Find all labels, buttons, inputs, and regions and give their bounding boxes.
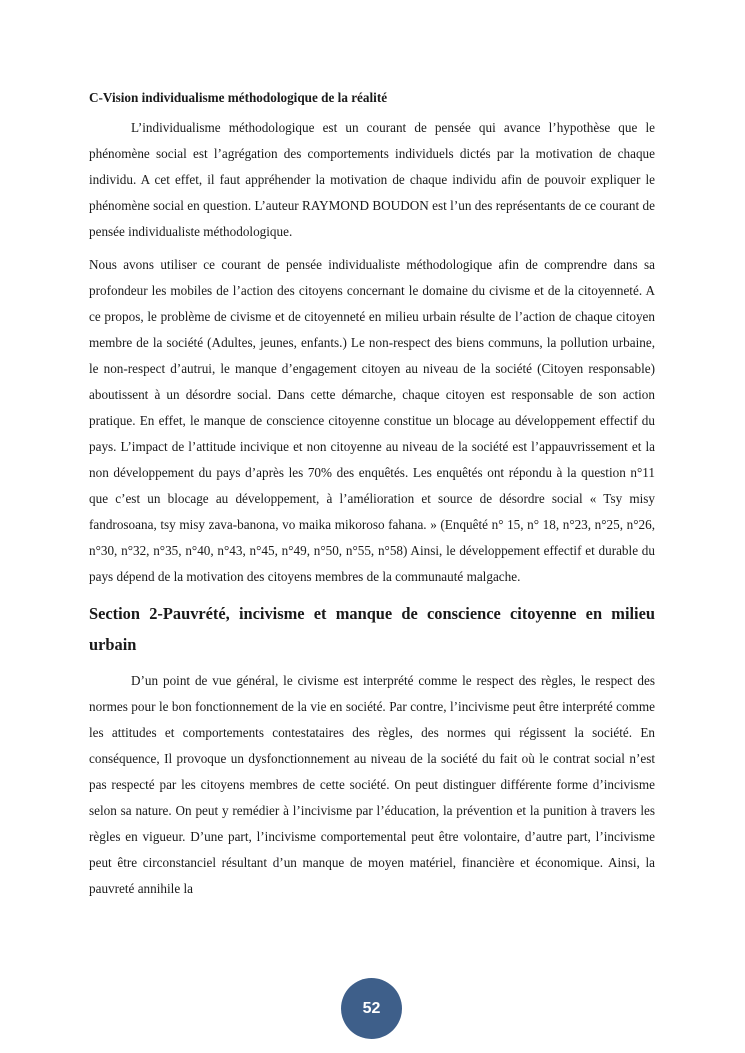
paragraph-individualism-definition: L’individualisme méthodologique est un courant de pensée qui avance l’hypothèse que le phénomène social est l’agrégation des comportements individuels dictés par la motivation de chaque individu. A cet effet, il faut appréhender la motivation de chaque individu afin de pouvoir expliquer le phénomène social en question. L’auteur RAYMOND BOUDON est l’un des représentants de ce courant de pensée individualiste méthodologique. xyxy=(89,120,655,239)
page-number-badge xyxy=(341,978,402,1039)
paragraph-civisme-definition: D’un point de vue général, le civisme est interprété comme le respect des règles, le respect des normes pour le bon fonctionnement de la vie en société. Par contre, l’incivisme peut être interprété comme les attitudes et comportements contestataires des règles, des normes qui régissent la société. En conséquence, Il provoque un dysfonctionnement au niveau de la société du fait où le contrat social n’est pas respecté par les citoyens membres de cette société. On peut distinguer différente forme d’incivisme selon sa nature. On peut y remédier à l’incivisme par l’éducation, la prévention et la punition à travers les règles en vigueur. D’une part, l’incivisme comportemental peut être volontaire, d’autre part, l’incivisme peut être circonstanciel résultant d’un manque de moyen matériel, financière et économique. Ainsi, la pauvreté annihile la xyxy=(89,673,655,896)
page-number: 52 xyxy=(362,999,381,1017)
section-title: Section 2-Pauvrété, incivisme et manque de conscience citoyenne en milieu urbain xyxy=(89,604,655,654)
paragraph-individualism-application: Nous avons utiliser ce courant de pensée individualiste méthodologique afin de comprendre dans sa profondeur les mobiles de l’action des citoyens concernant le domaine du civisme et de la citoyenneté. A ce propos, le problème de civisme et de citoyenneté en milieu urbain résulte de l’action de chaque citoyen membre de la société (Adultes, jeunes, enfants.) Le non-respect des biens communs, la pollution urbaine, le non-respect d’autrui, le manque d’engagement citoyen au niveau de la société (Citoyen responsable) aboutissent à un désordre social. Dans cette démarche, chaque citoyen est responsable de son action pratique. En effet, le manque de conscience citoyenne constitue un blocage au développement effectif du pays. L’impact de l’attitude incivique et non citoyenne au niveau de la société est l’appauvrissement et la non développement du pays d’après les 70% des enquêtés. Les enquêtés ont répondu à la question n°11 que c’est un blocage au développement, à l’amélioration et source de désordre social « Tsy misy fandrosoana, tsy misy zava-banona, vo maika mikoroso fahana. » (Enquêté n° 15, n° 18, n°23, n°25, n°26, n°30, n°32, n°35, n°40, n°43, n°45, n°49, n°50, n°55, n°58) Ainsi, le développement effectif et durable du pays dépend de la motivation des citoyens membres de la communauté malgache. xyxy=(89,257,655,584)
document-page xyxy=(89,88,655,902)
subsection-title: C-Vision individualisme méthodologique de la réalité xyxy=(89,90,388,105)
